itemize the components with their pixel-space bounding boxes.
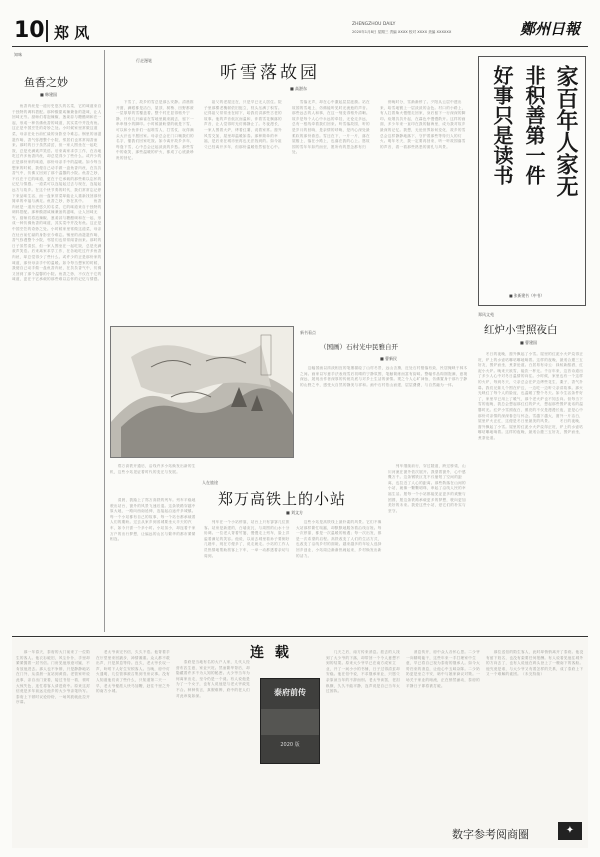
article-zhengwan (108, 462, 470, 634)
issue-meta: 2020年1月8日 星期三 责编 XXXX 校对 XXXX 美编 XXXXXX (352, 30, 452, 34)
article-body: 鱼香肉丝是一道历史悠久的名菜，它的味道来自于独特的调料搭配。那种酸甜咸辣兼备的滋味，让人回味无穷。厨师们将泡辣椒、葱姜蒜与糖醋调和在一起，形成一种仿佛鱼香的味道，其实菜中并没有鱼。这正是中国烹饪的奇妙之处。小时候家里常做这道菜，母亲在灶台前忙碌的身影至今难忘。锅里的油滋滋作响，香气弥漫整个小院，邻居们也常常闻香而来。那时的日子虽然清贫，但一家人围坐在一起吃饭，总是充满欢声笑语。后来离家求学工作，在各地吃过许多鱼香肉丝，却总觉得少了些什么。或许少的正是那份家的味道，那份母亲手中的温暖。如今每当想家的时候，我便自己动手做一盘鱼香肉丝，在袅袅香气中，仿佛又回到了那个温馨的小院。鱼香之妙，不仅在于它的味道，更在于它承载的那些难以忘怀的记忆与情感。一道菜可以连接起过去与现在，连接起远方与故乡。在这个快节奏的时代，我们常常忘记停下来品味生活，而一盘家常菜却能让人重新找回那份简单的幸福与满足。鱼香之妙，妙在其中。 鱼香肉丝是一道历史悠久的名菜，它的味道来自于独特的调料搭配。那种酸甜咸辣兼备的滋味，让人回味无穷。厨师们将泡辣椒、葱姜蒜与糖醋调和在一起，形成一种仿佛鱼香的味道，其实菜中并没有鱼。这正是中国烹饪的奇妙之处。小时候家里常做这道菜，母亲在灶台前忙碌的身影至今难忘。锅里的油滋滋作响，香气弥漫整个小院，邻居们也常常闻香而来。那时的日子虽然清贫，但一家人围坐在一起吃饭，总是充满欢声笑语。后来离家求学工作，在各地吃过许多鱼香肉丝，却总觉得少了些什么。或许少的正是那份家的味道，那份母亲手中的温暖。如今每当想家的时候，我便自己动手做一盘鱼香肉丝，在袅袅香气中，仿佛又回到了那个温馨的小院。鱼香之妙，不仅在于它的味道，更在于它承载的那些难以忘怀的记忆与情感。 (12, 104, 102, 282)
masthead-logo: 鄭州日報 (520, 20, 581, 38)
article-hongl (476, 310, 586, 632)
calligraphy-line-2: 非积善第一件 (522, 65, 546, 185)
painting-frame (110, 326, 294, 458)
book-cover (260, 678, 320, 764)
column-tag: 人在旅途 (202, 480, 218, 485)
section-name: 郑 风 (54, 24, 90, 42)
serial-body-col3: 泰府是当地有名的大户人家，几代人经营布匹生意，家业兴旺。然而繁华背后，却隐藏着许多不为人知的秘密。大少爷当年为何离家出走，至今仍是一个谜。有人说他是为了一个女子，也有人说他是与老太爷政见不合。种种传言，真假难辨，府中的老人们对此讳莫如深。 (176, 660, 250, 698)
article-body-col2: 祖父的老屋还在，只是早已无人居住。院子里那棵老槐树依旧挺立，枝头压满了积雪。记得祖父常常坐在树下，给我们讲那些古老的故事。他的声音低沉而温和，伴着雪花飘落的声音，让人觉得时光仿佛静止了。冬夜漫长，一家人围着火炉，烤着红薯，说着家常。窗外风雪交加，屋里却温暖如春。那种简单的幸福，是后来在城市里再也无法找到的。如今祖父已经离开多年，但那份温暖依然留在心中。 (204, 100, 282, 149)
article-body-col1: 下雪了，故乡的雪总是那么安静。清晨推开窗，满眼都是洁白，屋顶、树梢、田野都被一层厚厚的雪覆盖着。整个村庄显得格外宁静，只有几只麻雀在雪地里跳来跳去，留下一串串细小的脚印。小时候最盼望的就是下雪，可以和小伙伴们一起堆雪人、打雪仗，玩得满头大汗也不愿回家。母亲总会在门口喊我们的名字，催我们回家吃饭。如今离开故乡多年，每逢下雪，心中总会泛起淡淡的乡愁。那些雪中的欢笑，那些温暖的炉火，都成了心底最珍贵的回忆。 (116, 100, 194, 160)
article-body-col2: 列车在一个小站停靠，站台上只有寥寥几位旅客。站房是新建的，白墙灰瓦，与周围的山水十分协调。一位老人背着竹篓，慢慢走上列车，脸上洋溢着满足的笑容。他说，以前去城里看孙子要倒好几趟车，现在方便多了，说走就走。小站的工作人员热情地帮助旅客上下车，一举一动都透着亲切与周到。 (204, 520, 290, 558)
painting-author: ■ 曹新民 (380, 356, 398, 361)
article-author: ■ 韩建国 (40, 92, 58, 97)
page-number: 10 (14, 18, 45, 43)
calligraphy-box (478, 56, 586, 306)
column-tag: 行走漫笔 (136, 58, 152, 63)
book-cover-title: 泰府前传 (274, 687, 306, 697)
corner-logo: ✦ (558, 822, 582, 840)
article-body-col4: 傍晚时分，雪渐渐停了。夕阳从云层中透出来，给雪地镀上一层淡淡的金色。村口的小路上，有人扛着柴火慢慢走回家，身后留下一行深深的脚印。炊烟袅袅升起，在暮色中慢慢散开。这样的画面，多少年来一直印在我的脑海里，成为我对故乡最深的记忆。我想，无论世界如何变化，故乡的雪总会这样静静地落下，守护着那些等待归人的灯火。明年冬天，我一定要再回来，听一听故园落雪的声音，看一看那些熟悉的面孔与风景。 (380, 100, 466, 149)
serial-body-col5: 消息传开，府中众人各怀心思。二少爷一向精明能干，这些年来一手打理家中生意，早已将自己视为泰府的继承人。如今大哥归来的消息，让他心中五味杂陈。二少奶奶更是坐立不安，暗中与娘家商议对策。一场关于家业的暗流，正在悄然涌动，泰府的平静日子即将被打破。 (406, 650, 480, 688)
article-author: ■ 高湛东 (290, 86, 308, 91)
column-tag: 郑风文苑 (478, 312, 494, 317)
article-author: ■ 刘文方 (286, 510, 304, 515)
article-body-col1: 清晨，我踏上了郑万高铁的列车。列车平稳地驶出站台，窗外的风景飞速后退。这条铁路穿越中原大地，一路向西南延伸，连接起沿途许多城镇。每一个小站都有自己的故事，每一个站台都承载着人们的期盼。过去从家乡到省城要坐大半天的汽车，如今只需一个多小时。小站虽小，却连着千家万户的出行梦想，让偏远的山区与繁华的都市紧紧相连。 (110, 498, 196, 542)
article-body-col3: 这些小站是高铁线上最朴素的风景。它们不像大站那样繁忙喧嚣，却默默地服务着沿线百姓。每一次停靠，都是一次温暖的相遇；每一次出发，都是一次希望的启程。高铁改变了人们的生活方式，也改变了沿线乡村的面貌。越来越多的年轻人选择回乡创业，小站周边渐渐热闹起来，乡村焕发出新的活力。 (296, 520, 382, 558)
header-rule (12, 46, 588, 47)
article-body: 冬日的夜晚，窗外飘起了小雪。屋里的红泥小火炉烧得正旺，炉上的水壶咕嘟咕嘟地响着。这样的夜晚，最适合邀三五好友，围炉而坐，煮茶论道。白居易有诗云：绿蚁新醅酒，红泥小火炉。晚来天欲雪，能饮一杯无。千百年来，这首诗道出了多少人心中对冬日温情的向往。小时候，家里也有一个这样的火炉，每到冬天，父亲总会在炉边烤些花生、栗子，香气扑鼻。我们兄妹几个围在炉边，一边吃一边听父亲讲故事。那火光映红了每个人的脸庞，也温暖了整个冬天。如今生活条件好了，家里早已用上了暖气，那个老火炉也不知去向。但每当下雪的夜晚，我总会想起那红红的炉火，想起那些围炉夜话的温馨时光。红炉小雪照夜白，照亮的不仅是漫漫长夜，更是心中那份对亲情的深深眷恋与怀念。雪越下越大，窗外一片洁白，屋里炉火正红，这便是冬日里最美的风景。 冬日的夜晚，窗外飘起了小雪。屋里的红泥小火炉烧得正旺，炉上的水壶咕嘟咕嘟地响着。这样的夜晚，最适合邀三五好友，围炉而坐，煮茶论道。 (478, 352, 584, 440)
column-divider (104, 50, 105, 632)
article-title: 听雪落故园 (220, 63, 320, 83)
serial-body-col2: 老太爷读完书信，久久不语。他背着手在厅堂里来回踱步，神情凝重。众人都不敢出声，只是屏息等待。良久，老太爷长叹一声，吩咐下人好生安顿客人。当晚，府中灯火通明，几位管事被召集到书房议事。没有人知道他们谈了些什么，只知道第二天一早，老太爷便派人快马加鞭，赶往千里之外的南方小城。 (96, 650, 170, 694)
article-yuxiang (12, 52, 102, 632)
article-body-intro: 郑万高铁开通后，沿线许多小站焕发出新的生机，这些小站见证着时代的变迁与发展。 (110, 464, 196, 474)
serial-section (12, 638, 588, 848)
book-cover-band (261, 709, 319, 735)
article-title: 鱼香之妙 (24, 76, 68, 89)
article-title: 郑万高铁上的小站 (218, 490, 347, 508)
book-cover-subtitle: 2020 版 (280, 742, 300, 748)
watermark: 数字参考阅商圈 (452, 828, 529, 841)
serial-body-col6: 那位送信的陌生客人，此时却悄悄离开了泰府。他没有留下姓名，也没有索要任何报酬。有人说看见他往城外的方向去了，也有人说他在码头登上了一艘南下的客船。他究竟是谁，与大少爷又有着怎样的关系，成了泰府上下又一个难解的谜团。（未完待续） (486, 650, 584, 677)
article-body-col4: 列车继续前行，穿过隧道，跨过桥梁，山川河流在窗外依次展开。我望着窗外，心中感慨万千。这条钢铁巨龙不仅缩短了空间的距离，也拉近了人心的距离。那些散落在山间的小站，就像一颗颗明珠，串起了沿线人民的幸福生活。愿每一个小站都能见证更多的欢聚与团圆，愿这条铁路承载更多的梦想，驶向更加美好的未来。我爱这些小站，爱它们的朴实与坚守。 (388, 464, 466, 513)
page-header (12, 16, 588, 48)
article-body-col3: 雪落无声，却在心中激起层层涟漪。站在故园的雪地上，仿佛能听见时光流逝的声音。那些远去的人和事，在这一刻变得格外清晰。故乡是每个人心中永远的牵挂，无论走多远，总有一根线牵着我们回来。听雪落故园，听的是岁月的回响，是亲情的呼唤，是内心深处最柔软的那份眷恋。雪还在下，一片一片，落在屋檐上，落在小路上，也落在我的心上。愿故园的雪年年如约而至，愿所有的思念都有归处。 (292, 100, 370, 155)
painting-column-tag: 新书看点 (300, 330, 316, 335)
column-tag: 知味 (14, 52, 22, 57)
serial-body-col1: 那一年春天，泰府的大门前来了一位陌生的客人。他衣衫破旧，风尘仆仆，手里却紧紧握着一封书信。门房见他形迹可疑，不肯放他进去。那人也不争辩，只是静静地站在门外，从清晨一直站到黄昏。老管家听说此事，亲自出门查看，接过书信一看，顿时大惊失色，连忙将客人请进府中。原来这封信竟是多年前远走他乡的大少爷亲笔所写。泰府上下顿时议论纷纷，一场风波就此拉开序幕。 (16, 650, 90, 705)
article-tingxue (108, 52, 470, 322)
english-name: ZHENGZHOU DAILY (352, 22, 396, 27)
serial-body-col4: 几天之后，南方传来消息。派去的人找到了大少爷的下落，却带回一个令人意想不到的结果。原来大少爷早已在南方成家立业，开了一间小小的书铺，日子过得清贫却安稳。他在信中说，不求继承家业，只愿父亲原谅当年的不辞而别。老太爷读罢，老泪纵横，久久不能平静，连声说是自己当年太过固执。 (326, 650, 400, 694)
calligraphy-line-1: 家百年人家无 (553, 65, 579, 197)
landscape-painting (111, 327, 293, 457)
calligraphy-line-3: 好事只是读书 (490, 65, 514, 185)
painting-review-body: 这幅国画以浓淡相宜的笔墨描绘了山村冬景，远山含黛，近处石村错落有致，民居掩映于林木之间。画家以写意手法表现雪后初晴的宁静氛围，笔触简练而富有韵味。整幅作品构图饱满，意境深远，展现出作者深厚的传统功底与对乡土生活的深情。观之令人心旷神怡，仿佛置身于那片宁静的山野之中，感受大自然的静美与祥和。画中石村依山而建，层层叠叠，与自然融为一体。 (300, 366, 468, 387)
article-author: ■ 曹建国 (520, 340, 538, 345)
calligraphy-author: ■ 张新建书（中书） (509, 293, 545, 298)
painting-caption: （国画）石村光中民雅自开 (320, 343, 398, 351)
page-number-divider (46, 20, 48, 42)
serial-title: 连 载 (250, 645, 292, 661)
serial-top-rule (12, 636, 588, 637)
article-title: 红炉小雪照夜白 (484, 324, 558, 336)
